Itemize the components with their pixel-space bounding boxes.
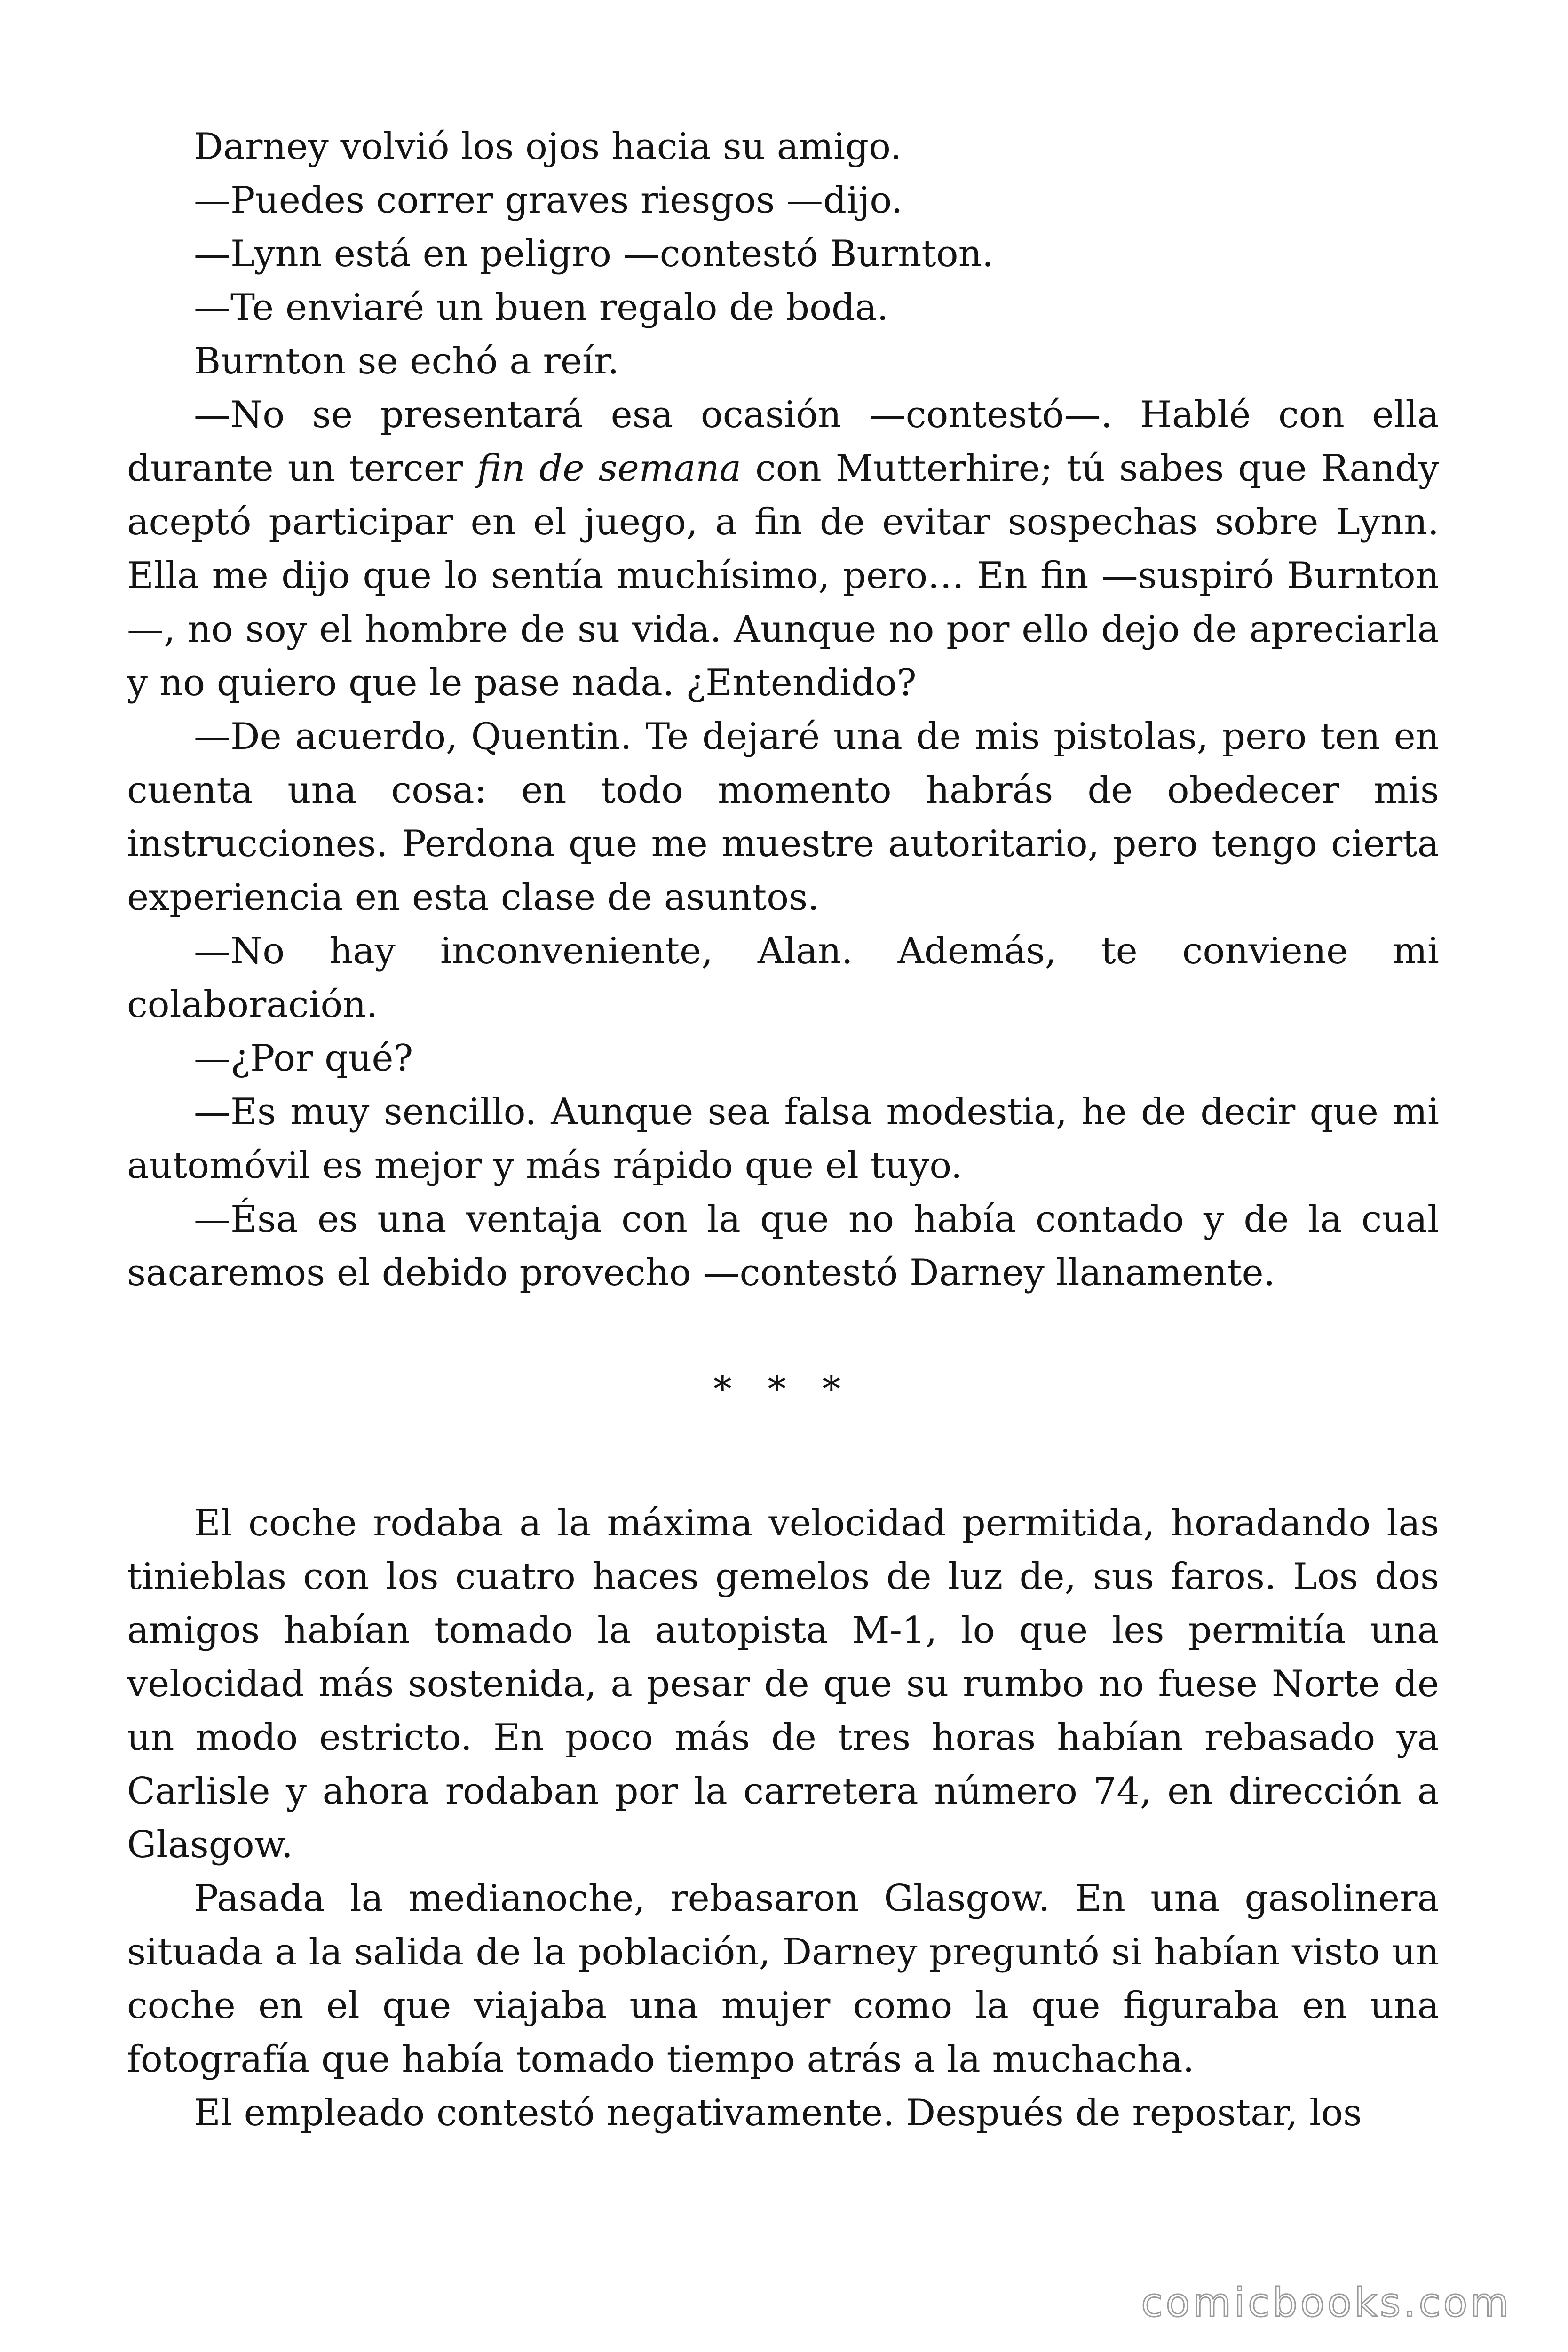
paragraph: Darney volvió los ojos hacia su amigo. — [194, 126, 902, 168]
paragraph: —Lynn está en peligro —contestó Burnton. — [194, 233, 994, 275]
paragraph: Burnton se echó a reír. — [194, 340, 619, 382]
paragraph: —¿Por qué? — [194, 1037, 413, 1080]
book-page — [127, 120, 1439, 2140]
paragraph-text: —No se presentará esa ocasión —contestó—. Hablé con ella durante un tercer — [127, 394, 1439, 490]
section-break: * * * — [713, 1368, 853, 1411]
paragraph-text: con Mutterhire; tú sabes que Randy aceptó participar en el juego, a fin de evitar sospechas sobre Lynn. Ella me dijo que lo sentía muchísimo, pero… En fin —suspiró Burnton—, no soy el hombre de su vida. Aunque no por ello dejo de apreciarla y no quiero que le pase nada. ¿Entendido? — [127, 447, 1439, 704]
paragraph: —De acuerdo, Quentin. Te dejaré una de mis pistolas, pero ten en cuenta una cosa: en todo momento habrás de obedecer mis instrucciones. Perdona que me muestre autoritario, pero tengo cierta experiencia en esta clase de asuntos. — [127, 715, 1439, 919]
paragraph — [127, 388, 1439, 710]
spacer — [127, 1416, 1439, 1496]
paragraph: El empleado contestó negativamente. Después de repostar, los — [194, 2092, 1362, 2134]
paragraph: —No hay inconveniente, Alan. Además, te conviene mi colaboración. — [127, 930, 1439, 1026]
paragraph: Pasada la medianoche, rebasaron Glasgow. En una gasolinera situada a la salida de la población, Darney preguntó si habían visto un coche en el que viajaba una mujer como la que figuraba en una fotografía que había tomado tiempo atrás a la muchacha. — [127, 1877, 1439, 2081]
italic-phrase: fin de semana — [477, 447, 741, 490]
paragraph: El coche rodaba a la máxima velocidad permitida, horadando las tinieblas con los cuatro haces gemelos de luz de, sus faros. Los dos amigos habían tomado la autopista M-1, lo que les permitía una velocidad más sostenida, a pesar de que su rumbo no fuese Norte de un modo estricto. En poco más de tres horas habían rebasado ya Carlisle y ahora rodaban por la carretera número 74, en dirección a Glasgow. — [127, 1502, 1439, 1866]
paragraph: —Te enviaré un buen regalo de boda. — [194, 286, 889, 329]
watermark: comicbooks.com — [1141, 2280, 1512, 2326]
paragraph: —Puedes correr graves riesgos —dijo. — [194, 179, 903, 222]
paragraph: —Ésa es una ventaja con la que no había contado y de la cual sacaremos el debido provecho —contestó Darney llanamente. — [127, 1198, 1439, 1294]
paragraph: —Es muy sencillo. Aunque sea falsa modestia, he de decir que mi automóvil es mejor y más rápido que el tuyo. — [127, 1091, 1439, 1187]
